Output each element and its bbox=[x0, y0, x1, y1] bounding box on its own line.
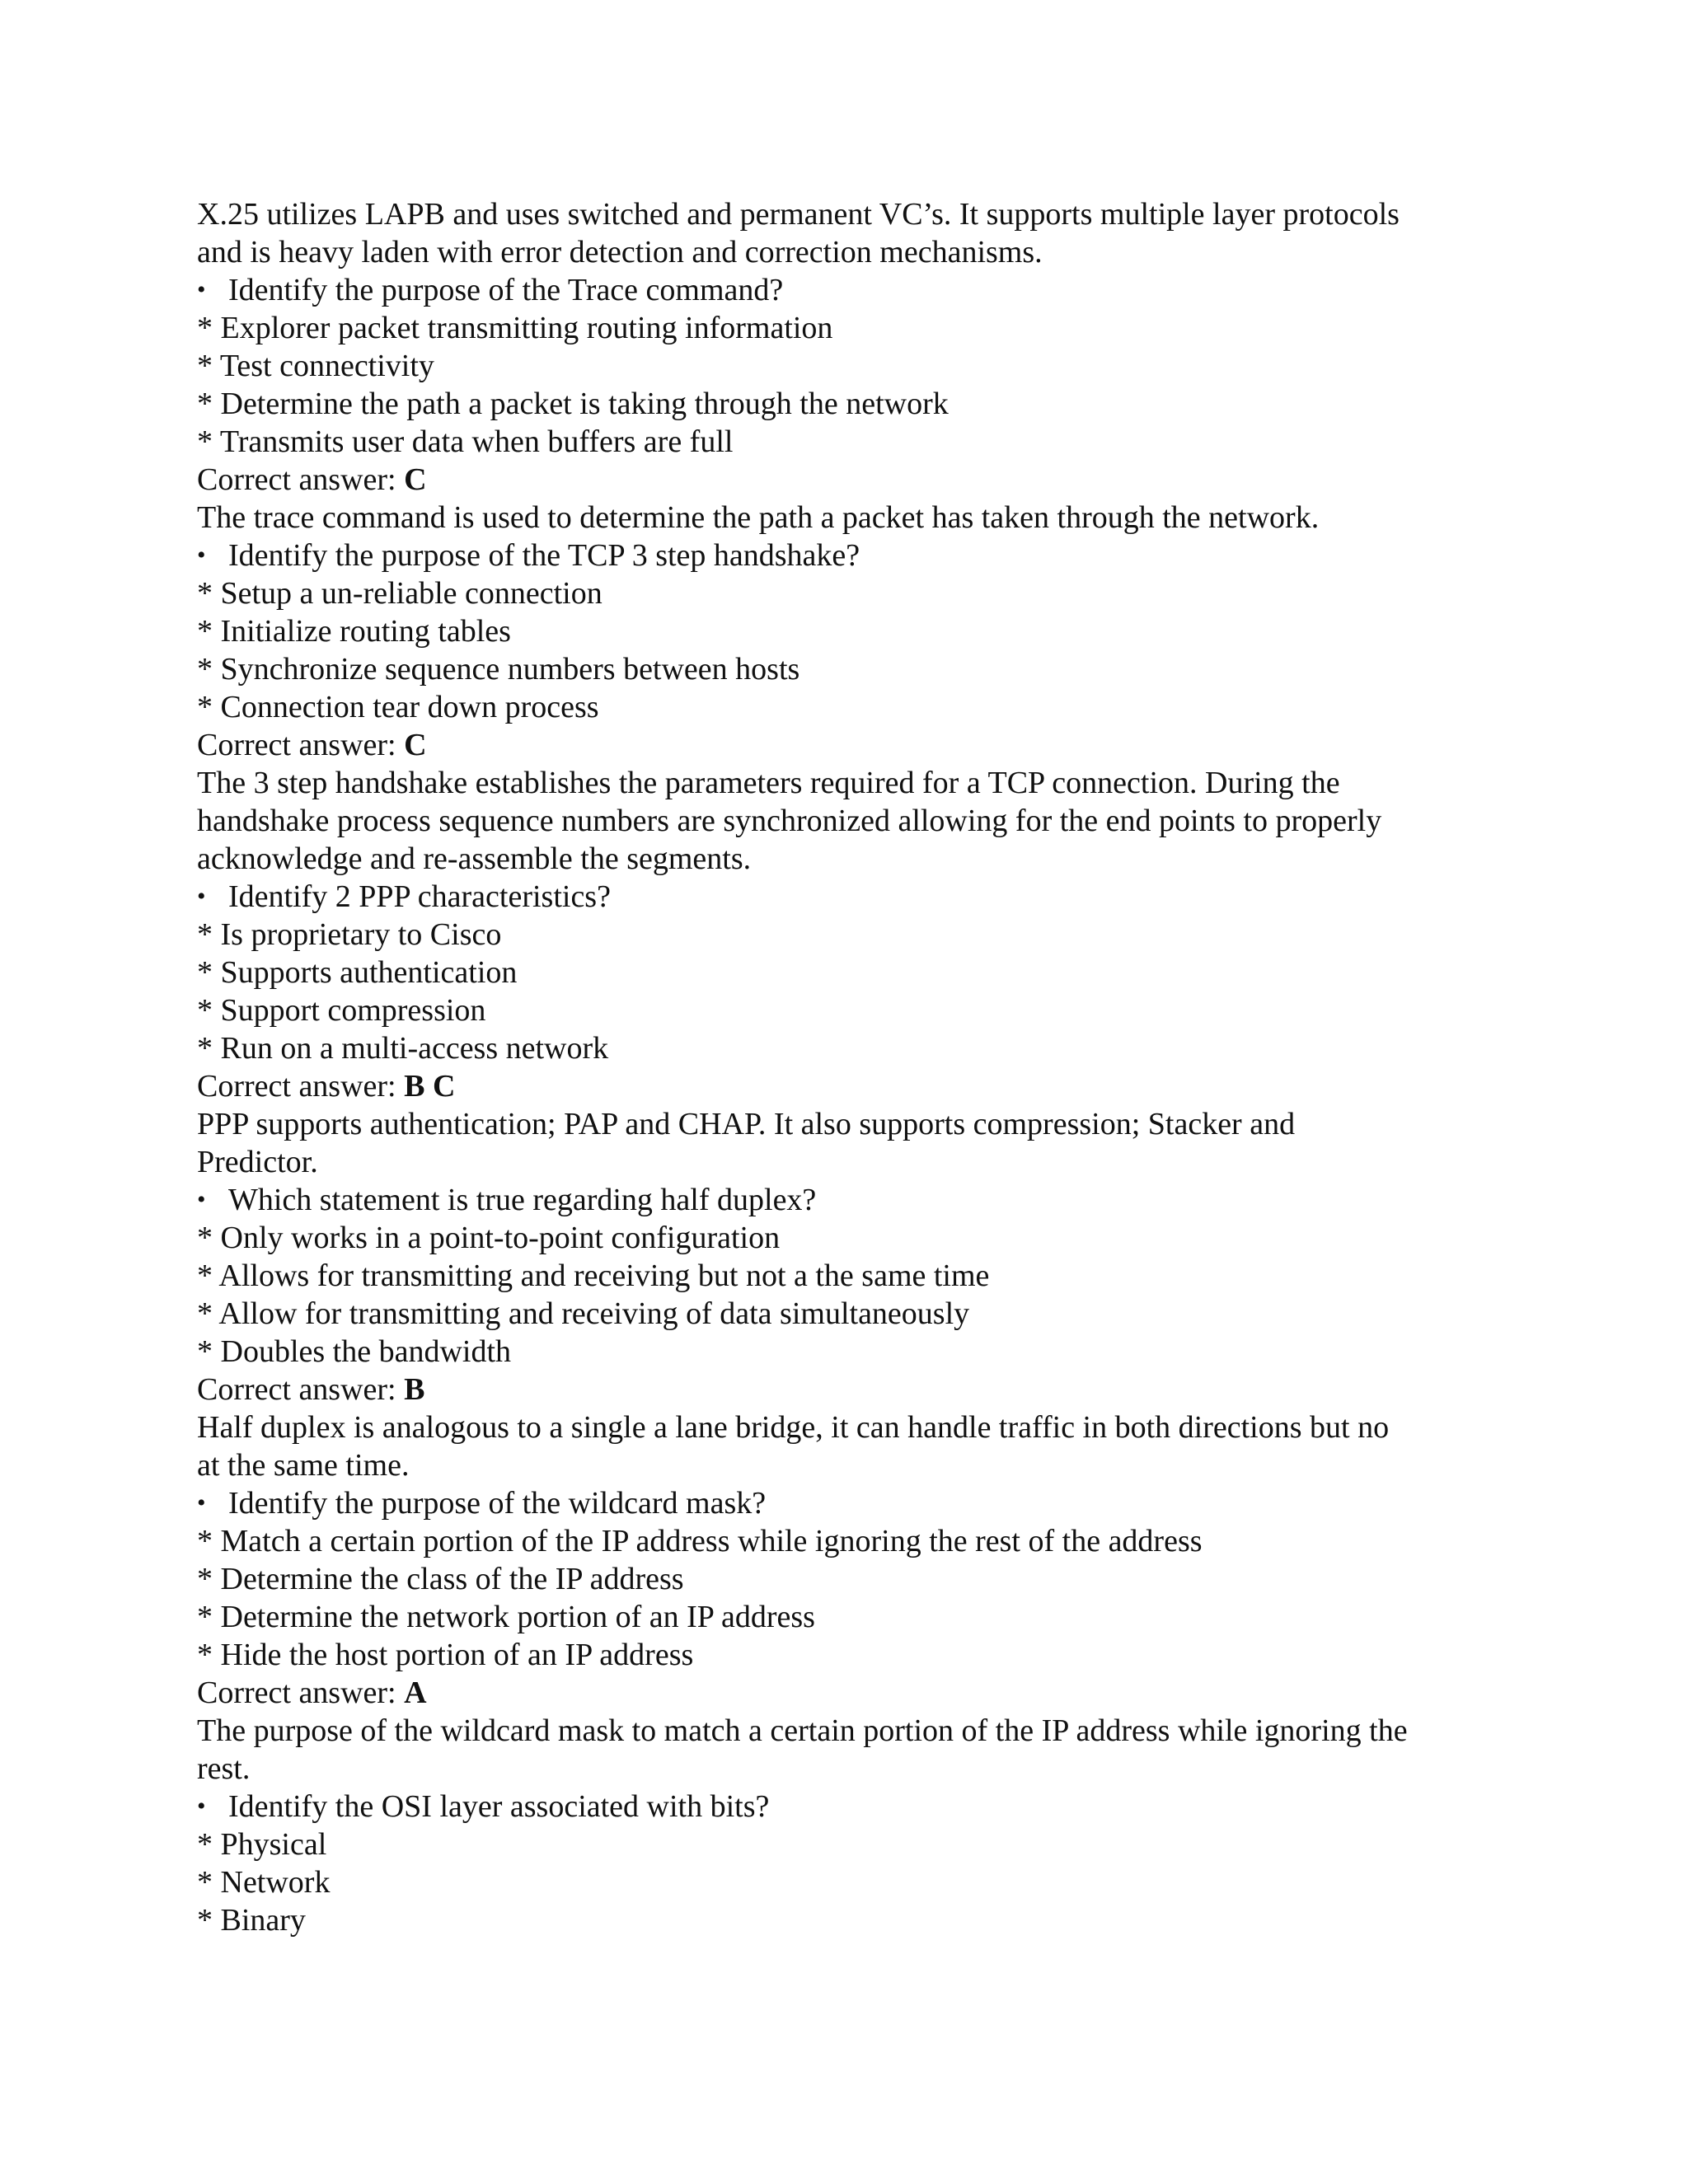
correct-answer-value: C bbox=[404, 462, 427, 497]
answer-option: * Hide the host portion of an IP address bbox=[197, 1638, 694, 1672]
answer-option: * Initialize routing tables bbox=[197, 614, 511, 649]
answer-option: * Connection tear down process bbox=[197, 690, 599, 724]
explanation-line: Half duplex is analogous to a single a lane bridge, it can handle traffic in both directions but no bbox=[197, 1410, 1390, 1445]
answer-option: * Test connectivity bbox=[197, 349, 434, 383]
answer-option: * Network bbox=[197, 1865, 331, 1900]
answer-option: * Support compression bbox=[197, 993, 486, 1028]
intro-line: X.25 utilizes LAPB and uses switched and permanent VC’s. It supports multiple layer protocols bbox=[197, 197, 1400, 232]
answer-option: * Only works in a point-to-point configuration bbox=[197, 1221, 781, 1255]
question-line bbox=[197, 1181, 1499, 1219]
bullet-icon: • bbox=[197, 1186, 206, 1213]
correct-answer-label: Correct answer: bbox=[197, 462, 396, 497]
answer-option: * Determine the class of the IP address bbox=[197, 1562, 684, 1596]
answer-option: * Physical bbox=[197, 1827, 327, 1862]
intro-line: and is heavy laden with error detection and correction mechanisms. bbox=[197, 235, 1043, 269]
explanation-line: handshake process sequence numbers are synchronized allowing for the end points to properly bbox=[197, 804, 1382, 838]
correct-answer-line bbox=[197, 1371, 1499, 1408]
explanation-line: The purpose of the wildcard mask to match a certain portion of the IP address while ignoring the bbox=[197, 1713, 1408, 1748]
explanation-line: acknowledge and re-assemble the segments. bbox=[197, 841, 752, 876]
document-page bbox=[197, 195, 1499, 1939]
question-block bbox=[197, 878, 1499, 1181]
explanation-line: Predictor. bbox=[197, 1145, 318, 1179]
correct-answer-line bbox=[197, 726, 1499, 764]
question-block bbox=[197, 1181, 1499, 1484]
answer-option: * Synchronize sequence numbers between hosts bbox=[197, 652, 800, 687]
intro-paragraph bbox=[197, 195, 1499, 271]
question-line bbox=[197, 271, 1499, 309]
answer-option: * Explorer packet transmitting routing information bbox=[197, 311, 833, 345]
correct-answer-label: Correct answer: bbox=[197, 1675, 396, 1710]
correct-answer-label: Correct answer: bbox=[197, 728, 396, 762]
question-list bbox=[197, 271, 1499, 1939]
question-text: Identify the OSI layer associated with bits? bbox=[228, 1789, 770, 1824]
question-line bbox=[197, 1788, 1499, 1825]
correct-answer-value: B bbox=[404, 1372, 425, 1407]
correct-answer-line bbox=[197, 1067, 1499, 1105]
question-text: Which statement is true regarding half duplex? bbox=[228, 1183, 817, 1217]
answer-option: * Setup a un-reliable connection bbox=[197, 576, 603, 611]
explanation-line: at the same time. bbox=[197, 1448, 410, 1483]
correct-answer-label: Correct answer: bbox=[197, 1372, 396, 1407]
question-text: Identify the purpose of the TCP 3 step handshake? bbox=[228, 538, 860, 573]
bullet-icon: • bbox=[197, 1489, 206, 1516]
explanation-line: rest. bbox=[197, 1751, 251, 1786]
question-line bbox=[197, 1484, 1499, 1522]
question-block bbox=[197, 1484, 1499, 1788]
answer-option: * Determine the path a packet is taking through the network bbox=[197, 387, 949, 421]
correct-answer-value: C bbox=[404, 728, 427, 762]
bullet-icon: • bbox=[197, 541, 206, 569]
question-text: Identify the purpose of the wildcard mask? bbox=[228, 1486, 767, 1521]
bullet-icon: • bbox=[197, 883, 206, 910]
explanation-line: The trace command is used to determine the path a packet has taken through the network. bbox=[197, 500, 1320, 535]
question-block bbox=[197, 1788, 1499, 1939]
answer-option: * Allow for transmitting and receiving of data simultaneously bbox=[197, 1296, 970, 1331]
answer-option: * Run on a multi-access network bbox=[197, 1031, 609, 1066]
answer-option: * Allows for transmitting and receiving but not a the same time bbox=[197, 1258, 990, 1293]
answer-option: * Match a certain portion of the IP address while ignoring the rest of the address bbox=[197, 1524, 1203, 1558]
explanation-line: The 3 step handshake establishes the parameters required for a TCP connection. During the bbox=[197, 766, 1340, 800]
question-line bbox=[197, 537, 1499, 574]
bullet-icon: • bbox=[197, 1793, 206, 1820]
question-text: Identify 2 PPP characteristics? bbox=[228, 879, 611, 914]
answer-option: * Transmits user data when buffers are full bbox=[197, 424, 734, 459]
answer-option: * Binary bbox=[197, 1903, 306, 1938]
answer-option: * Is proprietary to Cisco bbox=[197, 917, 502, 952]
question-block bbox=[197, 537, 1499, 878]
answer-option: * Doubles the bandwidth bbox=[197, 1334, 512, 1369]
correct-answer-value: B C bbox=[404, 1069, 456, 1104]
question-line bbox=[197, 878, 1499, 916]
answer-option: * Determine the network portion of an IP address bbox=[197, 1600, 815, 1634]
answer-option: * Supports authentication bbox=[197, 955, 518, 990]
correct-answer-label: Correct answer: bbox=[197, 1069, 396, 1104]
correct-answer-line bbox=[197, 461, 1499, 499]
correct-answer-line bbox=[197, 1674, 1499, 1712]
correct-answer-value: A bbox=[404, 1675, 427, 1710]
question-block bbox=[197, 271, 1499, 537]
explanation-line: PPP supports authentication; PAP and CHAP. It also supports compression; Stacker and bbox=[197, 1107, 1296, 1141]
question-text: Identify the purpose of the Trace command? bbox=[228, 273, 784, 307]
bullet-icon: • bbox=[197, 276, 206, 303]
